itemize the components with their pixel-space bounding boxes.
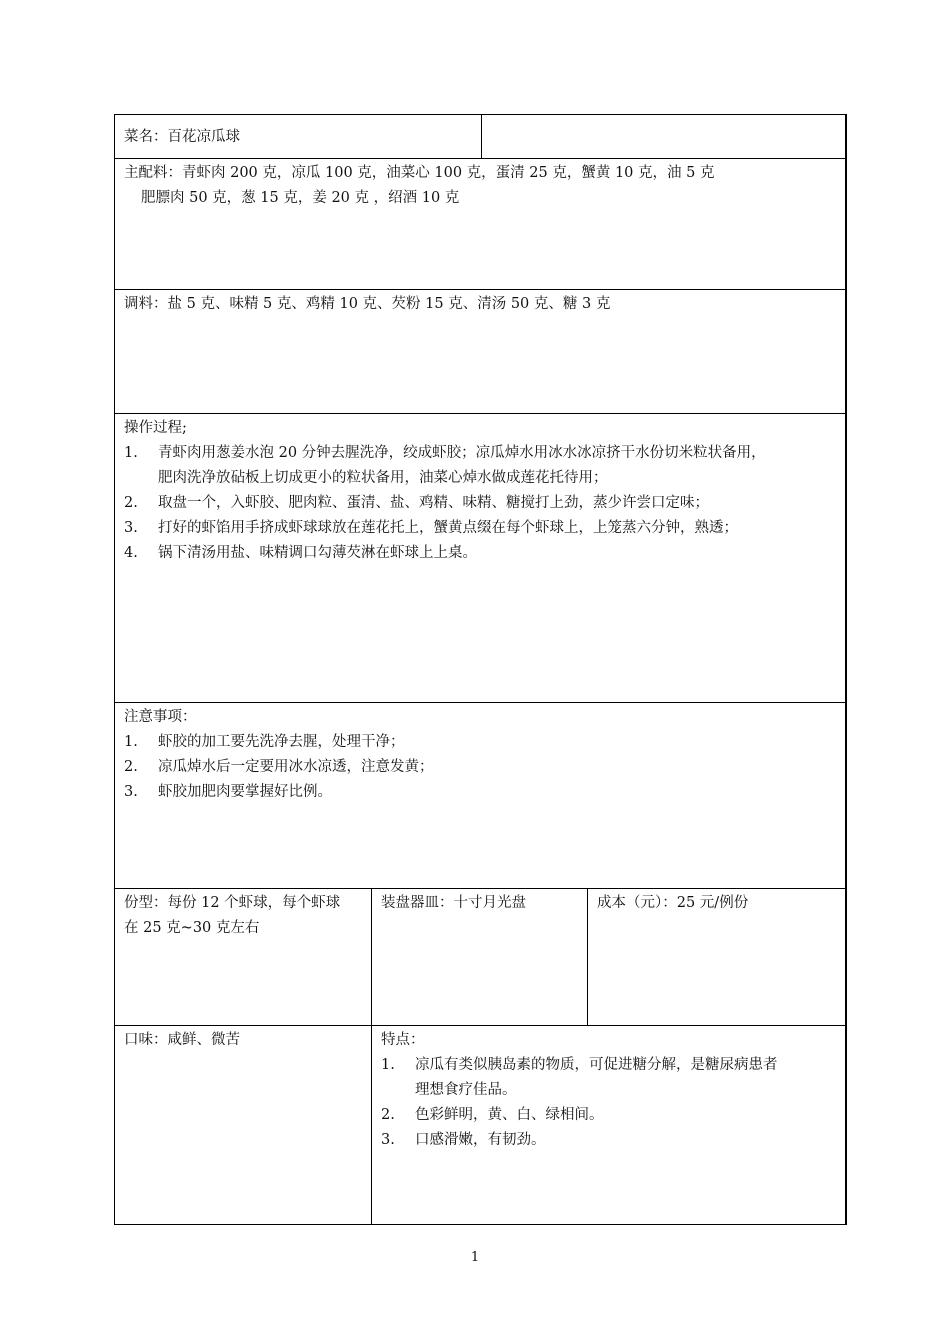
- row-divider: [114, 413, 847, 414]
- plate: 装盘器皿：十寸月光盘: [381, 895, 526, 911]
- row-divider: [114, 289, 847, 290]
- feature-item: [381, 1052, 778, 1078]
- portion-line-2: 在 25 克~30 克左右: [124, 920, 260, 936]
- table-border-bottom: [114, 1224, 847, 1225]
- step-number: 4.: [124, 545, 138, 561]
- row-divider: [114, 1025, 847, 1026]
- step-number: 2.: [124, 495, 138, 511]
- cost: 成本（元）：25 元/例份: [597, 895, 749, 911]
- step-text: 锅下清汤用盐、味精调口勾薄芡淋在虾球上上桌。: [158, 545, 477, 561]
- note-item: [124, 754, 434, 780]
- note-text: 虾胶加肥肉要掌握好比例。: [158, 784, 332, 800]
- feature-text: 凉瓜有类似胰岛素的物质，可促进糖分解，是糖尿病患者: [415, 1057, 778, 1073]
- note-item: [124, 729, 405, 755]
- seasoning: 调料：盐 5 克、味精 5 克、鸡精 10 克、芡粉 15 克、清汤 50 克、糖 3 克: [124, 296, 611, 312]
- col-divider: [587, 888, 588, 1026]
- step-text: 取盘一个，入虾胶、肥肉粒、蛋清、盐、鸡精、味精、糖搅打上劲，蒸少许尝口定味；: [158, 495, 709, 511]
- note-number: 1.: [124, 734, 138, 750]
- process-step: [124, 490, 709, 516]
- note-text: 凉瓜焯水后一定要用冰水凉透，注意发黄；: [158, 759, 434, 775]
- main-ingredients-line-2: 肥膘肉 50 克，葱 15 克，姜 20 克 ，绍酒 10 克: [141, 190, 460, 206]
- col-divider: [481, 114, 482, 158]
- features-title: 特点：: [381, 1032, 425, 1048]
- row-divider: [114, 888, 847, 889]
- col-divider: [371, 888, 372, 1225]
- note-text: 虾胶的加工要先洗净去腥，处理干净；: [158, 734, 405, 750]
- notes-title: 注意事项：: [124, 709, 197, 725]
- page-number: 1: [470, 1250, 480, 1265]
- note-item: [124, 779, 332, 805]
- row-divider: [114, 158, 847, 159]
- process-title: 操作过程;: [124, 420, 187, 436]
- feature-item-continuation: 理想食疗佳品。: [415, 1082, 517, 1098]
- note-number: 3.: [124, 784, 138, 800]
- process-step: [124, 440, 766, 466]
- table-border-left: [114, 114, 115, 1225]
- process-step: [124, 515, 738, 541]
- step-text: 打好的虾馅用手挤成虾球球放在莲花托上，蟹黄点缀在每个虾球上，上笼蒸六分钟，熟透；: [158, 520, 738, 536]
- step-text: 青虾肉用葱姜水泡 20 分钟去腥洗净，绞成虾胶；凉瓜焯水用冰水冰凉挤干水份切米粒状备用，: [158, 445, 766, 461]
- portion-line-1: 份型：每份 12 个虾球，每个虾球: [124, 895, 341, 911]
- feature-number: 2.: [381, 1107, 395, 1123]
- row-divider: [114, 702, 847, 703]
- main-ingredients-line-1: 主配料：青虾肉 200 克，凉瓜 100 克，油菜心 100 克，蛋清 25 克，蟹黄 10 克，油 5 克: [124, 165, 715, 181]
- taste: 口味：咸鲜、微苦: [124, 1032, 240, 1048]
- feature-number: 1.: [381, 1057, 395, 1073]
- table-border-right: [845, 114, 847, 1225]
- dish-name: 菜名：百花凉瓜球: [124, 129, 240, 145]
- process-step-continuation: 肥肉洗净放砧板上切成更小的粒状备用，油菜心焯水做成莲花托待用；: [158, 470, 608, 486]
- feature-item: [381, 1102, 604, 1128]
- feature-number: 3.: [381, 1132, 395, 1148]
- feature-item: [381, 1127, 546, 1153]
- feature-text: 色彩鲜明，黄、白、绿相间。: [415, 1107, 604, 1123]
- step-number: 1.: [124, 445, 138, 461]
- note-number: 2.: [124, 759, 138, 775]
- process-step: [124, 540, 477, 566]
- step-number: 3.: [124, 520, 138, 536]
- feature-text: 口感滑嫩，有韧劲。: [415, 1132, 546, 1148]
